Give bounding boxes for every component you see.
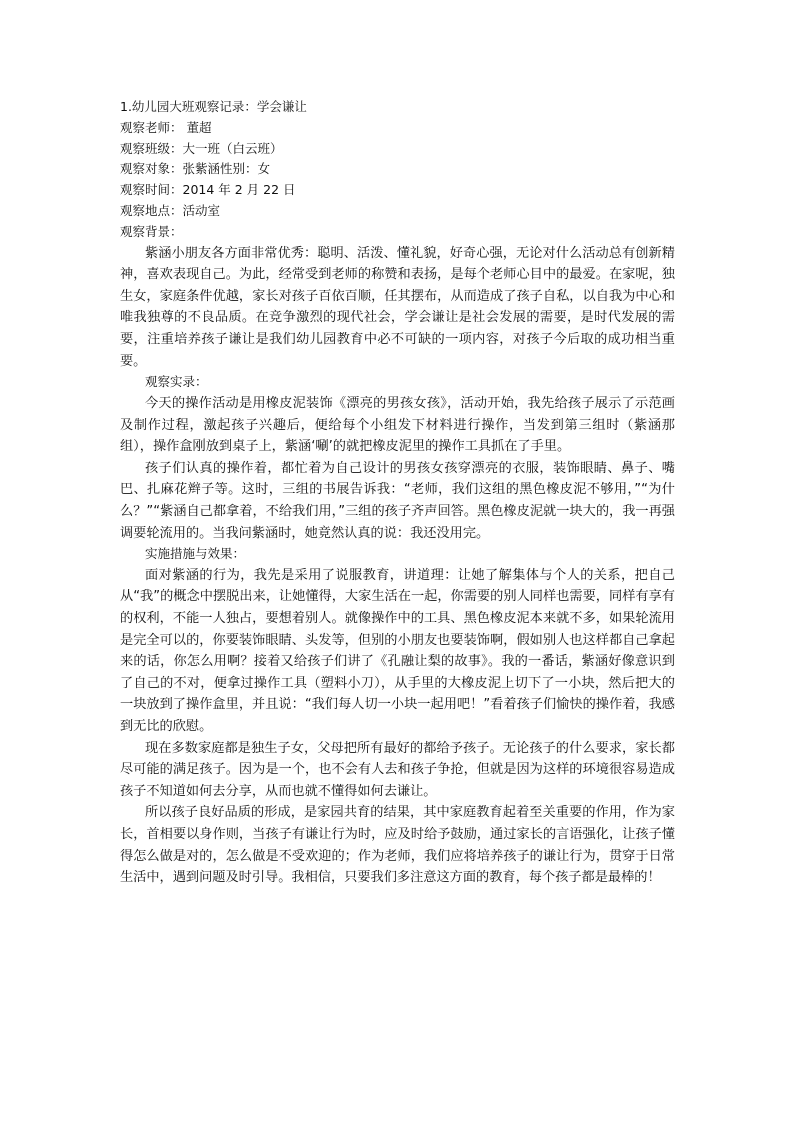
background-paragraph: 紫涵小朋友各方面非常优秀：聪明、活泼、懂礼貌，好奇心强，无论对什么活动总有创新精神，喜欢表现自己。为此，经常受到老师的称赞和表扬，是每个老师心目中的最爱。在家呢，独生女，家庭条件优越，家长对孩子百依百顺，任其摆布，从而造成了孩子自私，以自我为中心和唯我独尊的不良品质。在竞争激烈的现代社会，学会谦让是社会发展的需要，是时代发展的需要，注重培养孩子谦让是我们幼儿园教育中必不可缺的一项内容，对孩子今后取的成功相当重要。 — [120, 245, 675, 369]
measures-heading: 实施措施与效果： — [145, 546, 246, 562]
observer-teacher: 观察老师： 董超 — [120, 119, 212, 135]
observation-background-label: 观察背景： — [120, 223, 183, 239]
record-title: 1.幼儿园大班观察记录：学会谦让 — [120, 99, 307, 114]
observed-subject: 观察对象：张紫涵性别：女 — [120, 161, 271, 177]
measures-paragraph: 现在多数家庭都是独生子女，父母把所有最好的都给予孩子。无论孩子的什么要求，家长都尽可能的满足孩子。因为是一个，也不会有人去和孩子争抢，但就是因为这样的环境很容易造成孩子不知道如何去分享，从而也就不懂得如何去谦让。 — [120, 740, 675, 799]
measures-paragraph: 所以孩子良好品质的形成，是家园共育的结果，其中家庭教育起着至关重要的作用，作为家长，首相要以身作则，当孩子有谦让行为时，应及时给予鼓励，通过家长的言语强化，让孩子懂得怎么做是对的，怎么做是不受欢迎的；作为老师，我们应将培养孩子的谦让行为，贯穿于日常生活中，遇到问题及时引导。我相信，只要我们多注意这方面的教育，每个孩子都是最棒的！ — [120, 805, 675, 886]
observation-location: 观察地点：活动室 — [120, 202, 221, 218]
observation-time: 观察时间：2014 年 2 月 22 日 — [120, 182, 296, 198]
observed-class: 观察班级：大一班（白云班） — [120, 140, 283, 156]
document-body — [120, 97, 675, 889]
observation-paragraph: 孩子们认真的操作着，都忙着为自己设计的男孩女孩穿漂亮的衣服，装饰眼睛、鼻子、嘴巴、扎麻花辫子等。这时，三组的书展告诉我：“老师，我们这组的黑色橡皮泥不够用，”“为什么？”“紫涵自己都拿着，不给我们用，”三组的孩子齐声回答。黑色橡皮泥就一块大的，我一再强调要轮流用的。当我问紫涵时，她竟然认真的说：我还没用完。 — [120, 460, 675, 541]
observation-record-heading: 观察实录： — [145, 374, 208, 390]
observation-paragraph: 今天的操作活动是用橡皮泥装饰《漂亮的男孩女孩》，活动开始，我先给孩子展示了示范画及制作过程，激起孩子兴趣后，便给每个小组发下材料进行操作，当发到第三组时（紫涵那组），操作盒刚放到桌子上，紫涵‘唰’的就把橡皮泥里的操作工具抓在了手里。 — [120, 395, 675, 455]
measures-paragraph: 面对紫涵的行为，我先是采用了说服教育，讲道理：让她了解集体与个人的关系，把自己从“我”的概念中摆脱出来，让她懂得，大家生活在一起，你需要的别人同样也需要，同样有享有的权利，不能一人独占，要想着别人。就像操作中的工具、黑色橡皮泥本来就不多，如果轮流用是完全可以的，你要装饰眼睛、头发等，但别的小朋友也要装饰啊，假如别人也这样都自己拿起来的话，你怎么用啊？接着又给孩子们讲了《孔融让梨的故事》。我的一番话，紫涵好像意识到了自己的不对，便拿过操作工具（塑料小刀），从手里的大橡皮泥上切下了一小块，然后把大的一块放到了操作盒里，并且说：“我们每人切一小块一起用吧！”看着孩子们愉快的操作着，我感到无比的欣慰。 — [120, 567, 675, 735]
